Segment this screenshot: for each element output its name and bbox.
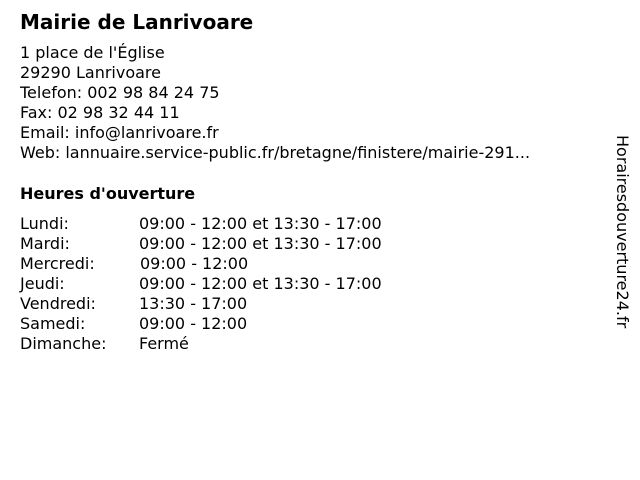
address-city: 29290 Lanrivoare	[20, 63, 161, 82]
email-line: Email: info@lanrivoare.fr	[20, 123, 219, 142]
hours-time: 09:00 - 12:00	[139, 314, 248, 333]
hours-day: Samedi:	[20, 314, 86, 333]
phone-line: Telefon: 002 98 84 24 75	[20, 83, 220, 102]
contact-block	[20, 43, 530, 163]
hours-time: 09:00 - 12:00 et 13:30 - 17:00	[139, 214, 382, 233]
page-title: Mairie de Lanrivoare	[20, 10, 254, 34]
address-street: 1 place de l'Église	[20, 43, 165, 62]
hours-day: Mardi:	[20, 234, 70, 253]
hours-time: 09:00 - 12:00 et 13:30 - 17:00	[139, 274, 382, 293]
hours-day: Lundi:	[20, 214, 69, 233]
hours-heading: Heures d'ouverture	[20, 184, 196, 203]
hours-time: Fermé	[139, 334, 189, 353]
hours-time: 13:30 - 17:00	[139, 294, 248, 313]
web-line: Web: lannuaire.service-public.fr/bretagne/finistere/mairie-291...	[20, 143, 531, 162]
site-watermark: Horairesdouverture24.fr	[613, 135, 632, 329]
hours-day: Mercredi:	[20, 254, 95, 273]
hours-time: 09:00 - 12:00 et 13:30 - 17:00	[139, 234, 382, 253]
hours-day: Vendredi:	[20, 294, 96, 313]
hours-day: Jeudi:	[20, 274, 65, 293]
hours-day: Dimanche:	[20, 334, 107, 353]
fax-line: Fax: 02 98 32 44 11	[20, 103, 180, 122]
hours-time: 09:00 - 12:00	[140, 254, 249, 273]
